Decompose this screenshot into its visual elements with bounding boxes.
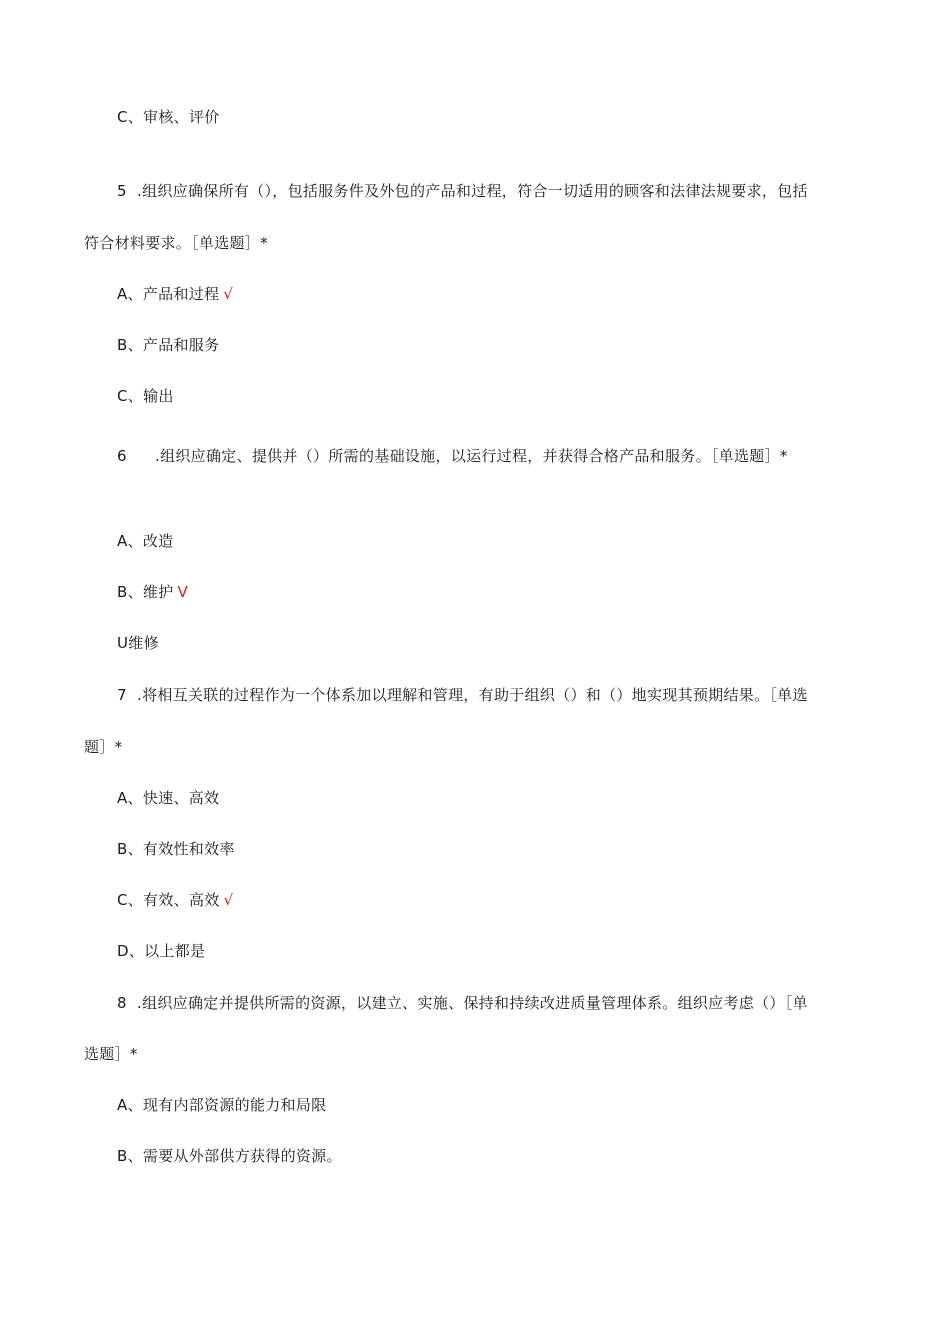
option-b-external-resources: B、需要从外部供方获得的资源。 xyxy=(117,1147,342,1165)
question-text: .组织应确定并提供所需的资源，以建立、实施、保持和持续改进质量管理体系。组织应考虑（）［单 xyxy=(137,994,808,1012)
option-c-output: C、输出 xyxy=(117,387,174,405)
question-number: 6 xyxy=(117,447,127,465)
question-7-continued: 题］* xyxy=(84,738,123,756)
question-number: 8 xyxy=(117,994,127,1012)
question-number: 7 xyxy=(117,686,127,704)
option-d-all-above: D、以上都是 xyxy=(117,942,206,960)
option-a-renovate: A、改造 xyxy=(117,532,174,550)
option-b-effectiveness-efficiency: B、有效性和效率 xyxy=(117,840,235,858)
option-b-maintain: B、维护 V xyxy=(117,583,189,601)
question-8 xyxy=(117,993,808,1013)
option-c-repair: U维修 xyxy=(117,634,159,652)
question-7 xyxy=(117,685,808,705)
question-5-continued: 符合材料要求。［单选题］* xyxy=(84,234,268,252)
option-c-effective-efficient: C、有效、高效 √ xyxy=(117,891,234,909)
option-a-internal-resources: A、现有内部资源的能力和局限 xyxy=(117,1096,327,1114)
option-a-products-processes: A、产品和过程 √ xyxy=(117,285,234,303)
option-b-products-services: B、产品和服务 xyxy=(117,336,220,354)
option-a-fast-efficient: A、快速、高效 xyxy=(117,789,220,807)
correct-check-icon: √ xyxy=(223,285,234,303)
correct-check-icon: √ xyxy=(223,891,234,909)
question-6 xyxy=(117,446,788,466)
option-c-audit-evaluate: C、审核、评价 xyxy=(117,108,220,126)
question-text: .将相互关联的过程作为一个体系加以理解和管理，有助于组织（）和（）地实现其预期结果。［单选 xyxy=(137,686,808,704)
question-text: .组织应确保所有（），包括服务件及外包的产品和过程，符合一切适用的顾客和法律法规要求，包括 xyxy=(137,182,808,200)
question-text: .组织应确定、提供并（）所需的基础设施，以运行过程，并获得合格产品和服务。［单选题］* xyxy=(155,447,788,465)
correct-check-icon: V xyxy=(177,583,189,601)
question-5 xyxy=(117,181,808,201)
question-number: 5 xyxy=(117,182,127,200)
question-8-continued: 选题］* xyxy=(84,1045,138,1063)
